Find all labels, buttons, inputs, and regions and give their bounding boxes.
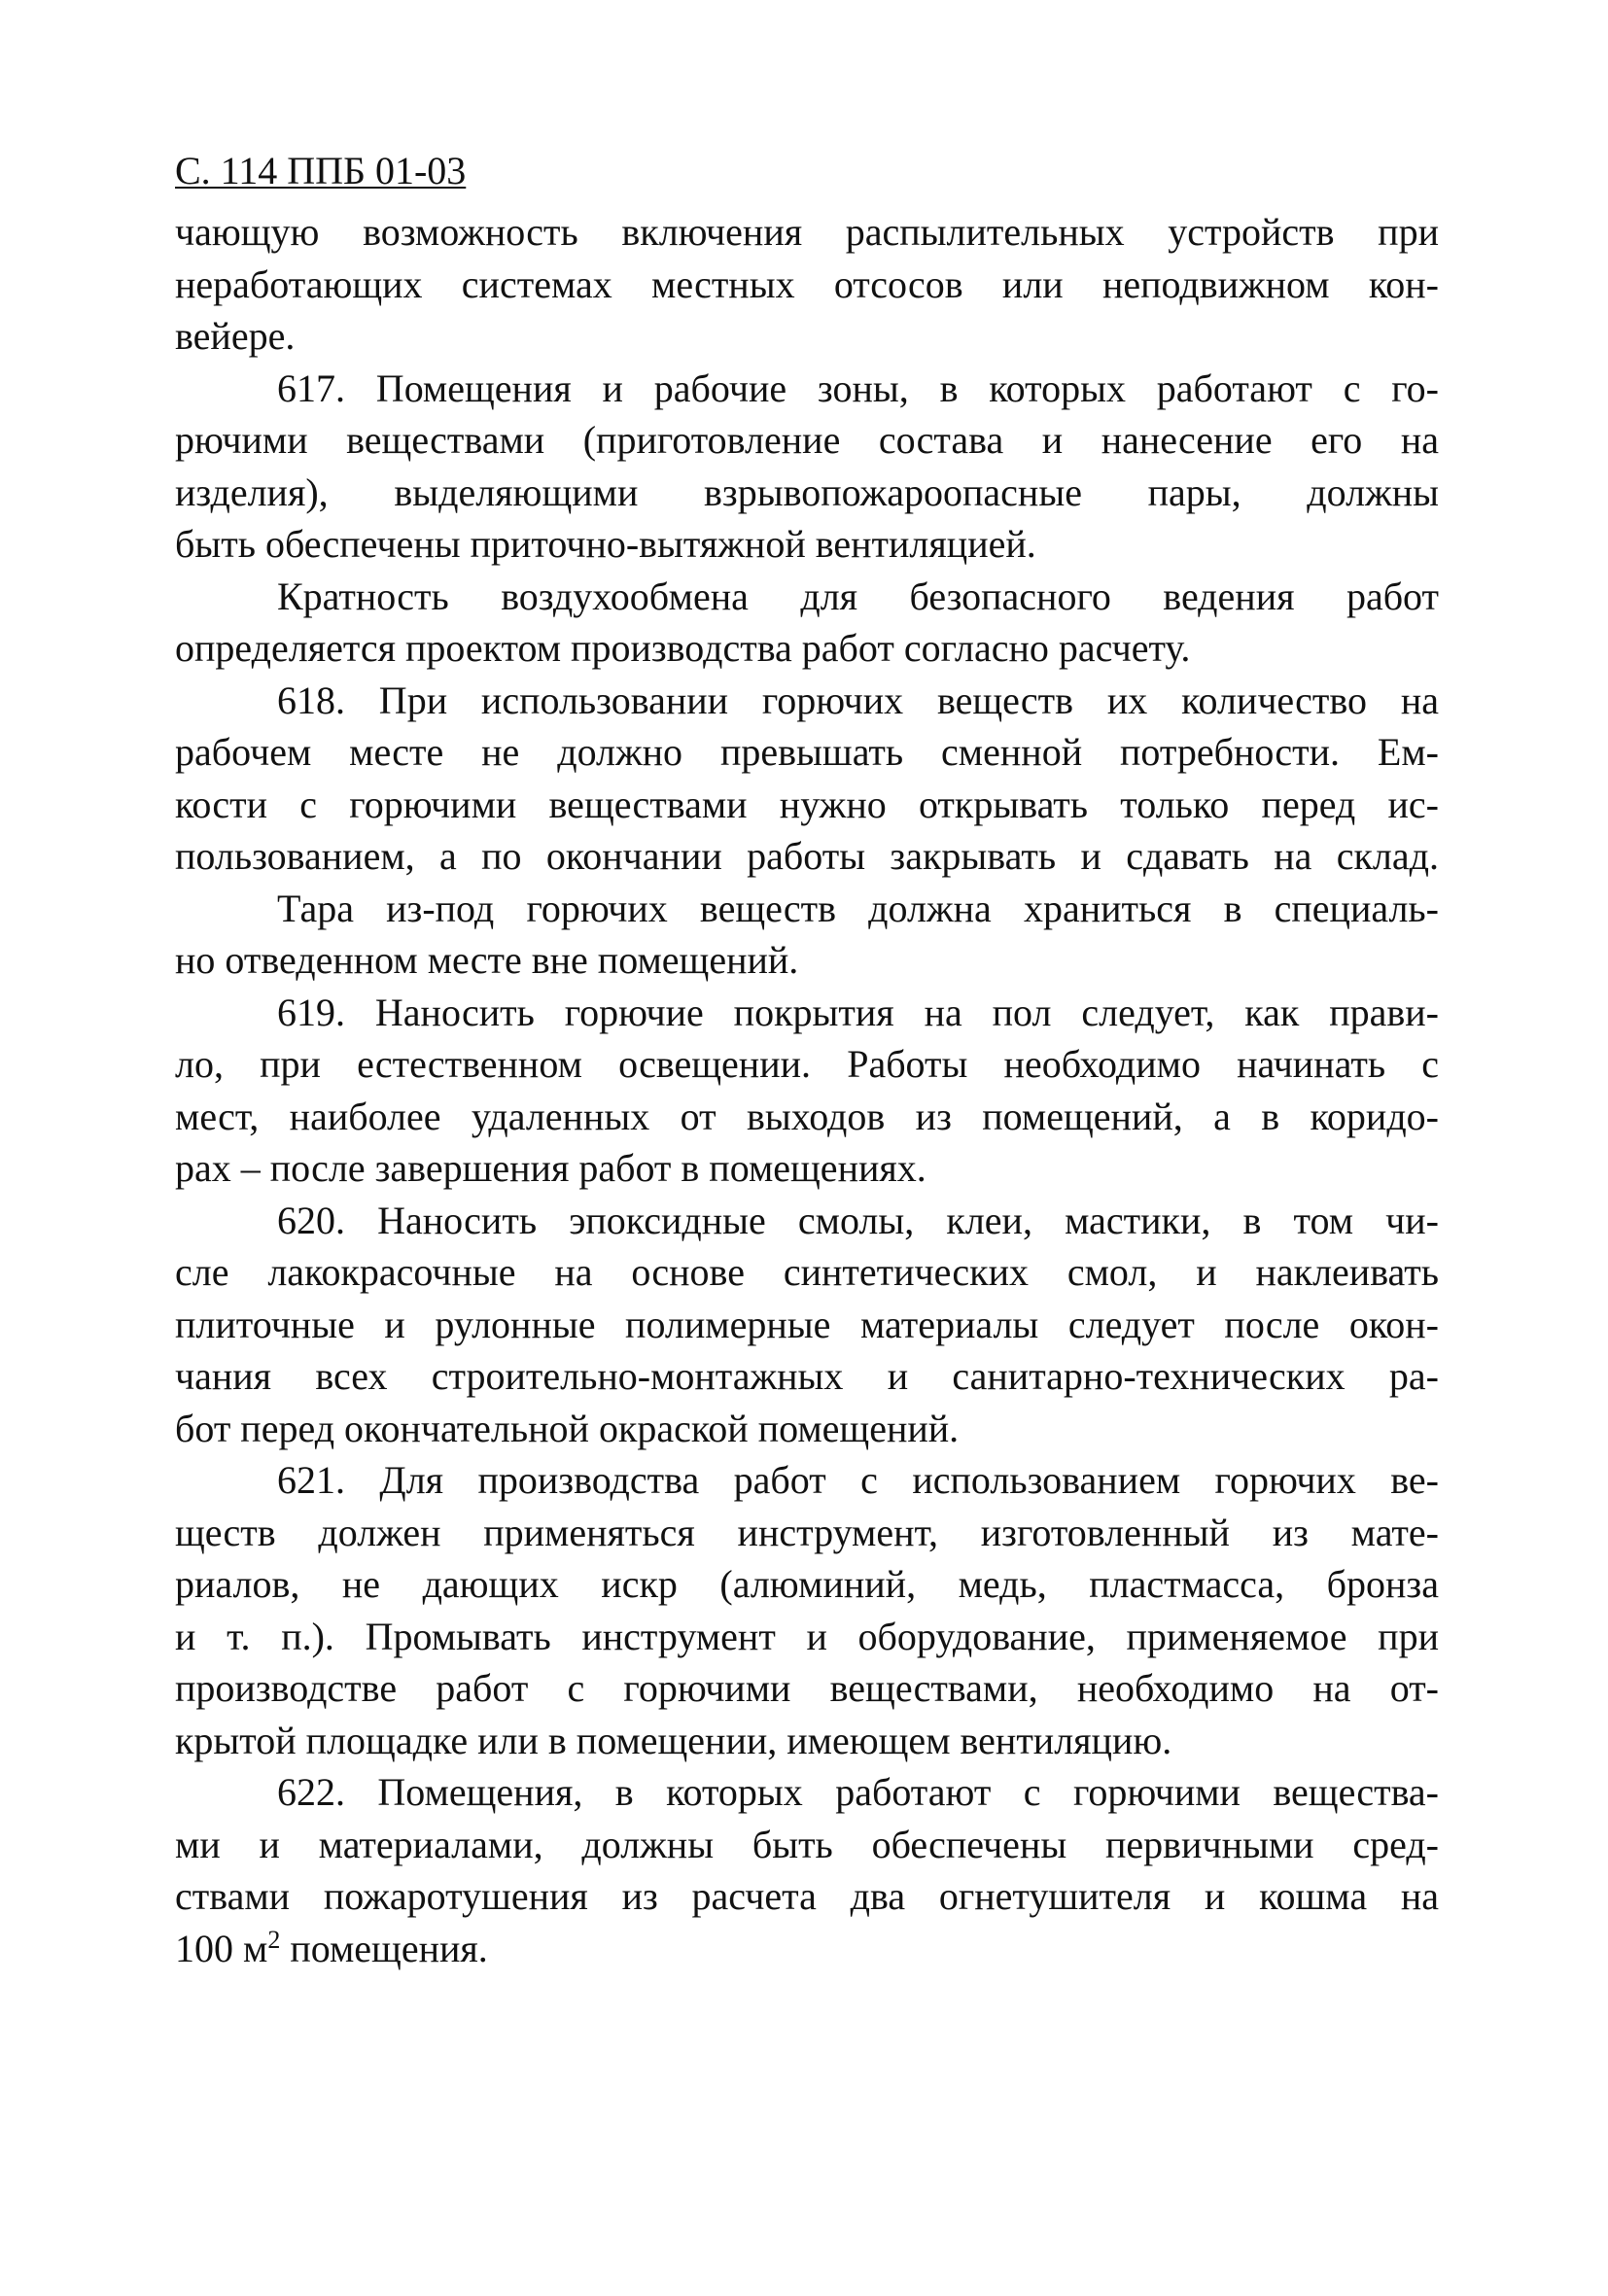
running-head: С. 114 ППБ 01-03 (175, 149, 467, 192)
text-line: определяется проектом производства работ согласно расчету. (175, 626, 1191, 670)
paragraph-619-start: 619. Наносить горючие покрытия на пол следует, как прави- (277, 990, 1439, 1034)
paragraph-start: Тара из-под горючих веществ должна храниться в специаль- (277, 886, 1439, 930)
text-fragment: помещения. (280, 1926, 488, 1970)
area-value: 100 м (175, 1926, 268, 1970)
paragraph-622-start: 622. Помещения, в которых работают с горючими вещества- (277, 1770, 1439, 1814)
text-line: бот перед окончательной окраской помещений. (175, 1406, 960, 1450)
paragraph-618-start: 618. При использовании горючих веществ их количество на (277, 678, 1439, 722)
paragraph-620-start: 620. Наносить эпоксидные смолы, клеи, мастики, в том чи- (277, 1198, 1439, 1242)
text-line: ществ должен применяться инструмент, изготовленный из мате- (175, 1510, 1439, 1554)
paragraph-617-start: 617. Помещения и рабочие зоны, в которых работают с го- (277, 365, 1439, 410)
text-line: чания всех строительно-монтажных и санитарно-технических ра- (175, 1354, 1439, 1398)
text-line: быть обеспечены приточно-вытяжной вентиляцией. (175, 522, 1036, 566)
text-line: мест, наиболее удаленных от выходов из помещений, а в коридо- (175, 1094, 1439, 1138)
paragraph-start: Кратность воздухообмена для безопасного ведения работ (277, 574, 1439, 618)
text-line: кости с горючими веществами нужно открывать только перед ис- (175, 782, 1439, 826)
text-line: вейере. (175, 314, 296, 358)
text-line: ствами пожаротушения из расчета два огнетушителя и кошма на (175, 1874, 1439, 1918)
text-line: плиточные и рулонные полимерные материалы следует после окон- (175, 1302, 1439, 1346)
text-line: ло, при естественном освещении. Работы необходимо начинать с (175, 1042, 1439, 1086)
text-line: неработающих системах местных отсосов или неподвижном кон- (175, 261, 1439, 306)
text-line: рючими веществами (приготовление состава и нанесение его на (175, 418, 1439, 462)
text-line: и т. п.). Промывать инструмент и оборудование, применяемое при (175, 1614, 1439, 1658)
superscript: 2 (267, 1925, 281, 1954)
paragraph-621-start: 621. Для производства работ с использованием горючих ве- (277, 1458, 1439, 1502)
text-line: ми и материалами, должны быть обеспечены первичными сред- (175, 1822, 1439, 1866)
text-line: сле лакокрасочные на основе синтетических смол, и наклеивать (175, 1250, 1439, 1294)
text-line: рах – после завершения работ в помещениях. (175, 1146, 926, 1190)
text-line: производстве работ с горючими веществами, необходимо на от- (175, 1666, 1439, 1710)
text-line: риалов, не дающих искр (алюминий, медь, пластмасса, бронза (175, 1562, 1439, 1606)
text-line: но отведенном месте вне помещений. (175, 938, 799, 982)
text-line: крытой площадке или в помещении, имеющем вентиляцию. (175, 1718, 1172, 1762)
text-line: чающую возможность включения распылительных устройств при (175, 210, 1439, 254)
text-line: пользованием, а по окончании работы закрывать и сдавать на склад. (175, 834, 1439, 878)
text-line-last (175, 1923, 1439, 1975)
text-line: рабочем месте не должно превышать сменной потребности. Ем- (175, 730, 1439, 774)
text-line: изделия), выделяющими взрывопожароопасные пары, должны (175, 470, 1439, 514)
body-text (175, 206, 1439, 1974)
